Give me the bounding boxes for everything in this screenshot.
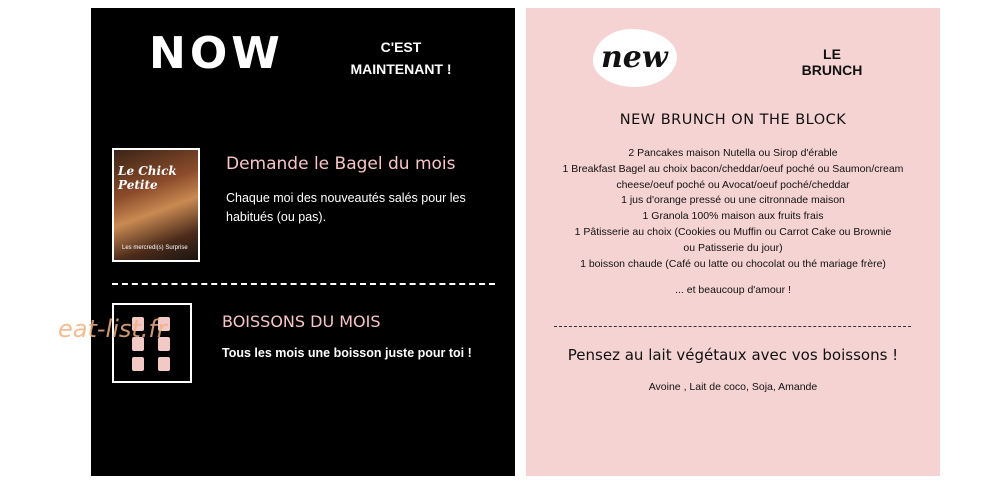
cup-icon — [158, 357, 170, 371]
bagel-image-caption: Les mercredi(s) Surprise — [122, 245, 188, 251]
menu-item: 1 jus d'orange pressé ou une citronnade maison — [621, 194, 845, 207]
menu-item: cheese/oeuf poché ou Avocat/oeuf poché/cheddar — [616, 178, 850, 191]
menu-item: 1 Pâtisserie au choix (Cookies ou Muffin ou Carrot Cake ou Brownie — [574, 225, 892, 238]
menu-item: 1 Breakfast Bagel au choix bacon/cheddar/oeuf poché ou Saumon/cream — [562, 162, 904, 175]
new-badge — [593, 29, 677, 87]
bagel-image[interactable] — [112, 148, 200, 262]
left-divider — [112, 283, 495, 285]
drinks-of-month-title: BOISSONS DU MOIS — [222, 312, 381, 331]
amour-note: ... et beaucoup d'amour ! — [675, 284, 791, 296]
right-divider — [554, 326, 911, 327]
menu-item: ou Patisserie du jour) — [683, 241, 783, 254]
now-heading: NOW — [149, 28, 284, 79]
cest-maintenant-heading — [331, 36, 471, 80]
cup-icon — [132, 357, 144, 371]
plant-milk-options: Avoine , Lait de coco, Soja, Amande — [648, 381, 818, 393]
menu-item: 2 Pancakes maison Nutella ou Sirop d'érable — [628, 147, 838, 159]
brunch-line-2: BRUNCH — [801, 62, 863, 78]
cest-line-2: MAINTENANT ! — [350, 61, 452, 77]
bagel-image-title: Le Chick Petite — [118, 164, 177, 192]
drinks-of-month-description: Tous les mois une boisson juste pour toi ! — [222, 346, 472, 360]
brunch-panel — [526, 8, 940, 476]
menu-item: 1 boisson chaude (Café ou latte ou chocolat ou thé mariage frère) — [580, 257, 886, 270]
now-panel — [91, 8, 515, 476]
plant-milk-note: Pensez au lait végétaux avec vos boissons ! — [567, 346, 899, 364]
menu-item: 1 Granola 100% maison aux fruits frais — [642, 210, 824, 223]
bagel-of-month-title: Demande le Bagel du mois — [226, 154, 456, 174]
cest-line-1: C'EST — [380, 39, 422, 55]
brunch-line-1: LE — [823, 46, 841, 62]
new-badge-label: new — [601, 40, 668, 75]
brunch-block-title: NEW BRUNCH ON THE BLOCK — [619, 112, 847, 128]
le-brunch-heading — [782, 46, 882, 78]
watermark: eat-list.fr — [58, 315, 167, 343]
brunch-menu-list — [526, 146, 940, 272]
bagel-of-month-description: Chaque moi des nouveautés salés pour les habitués (ou pas). — [226, 191, 466, 224]
